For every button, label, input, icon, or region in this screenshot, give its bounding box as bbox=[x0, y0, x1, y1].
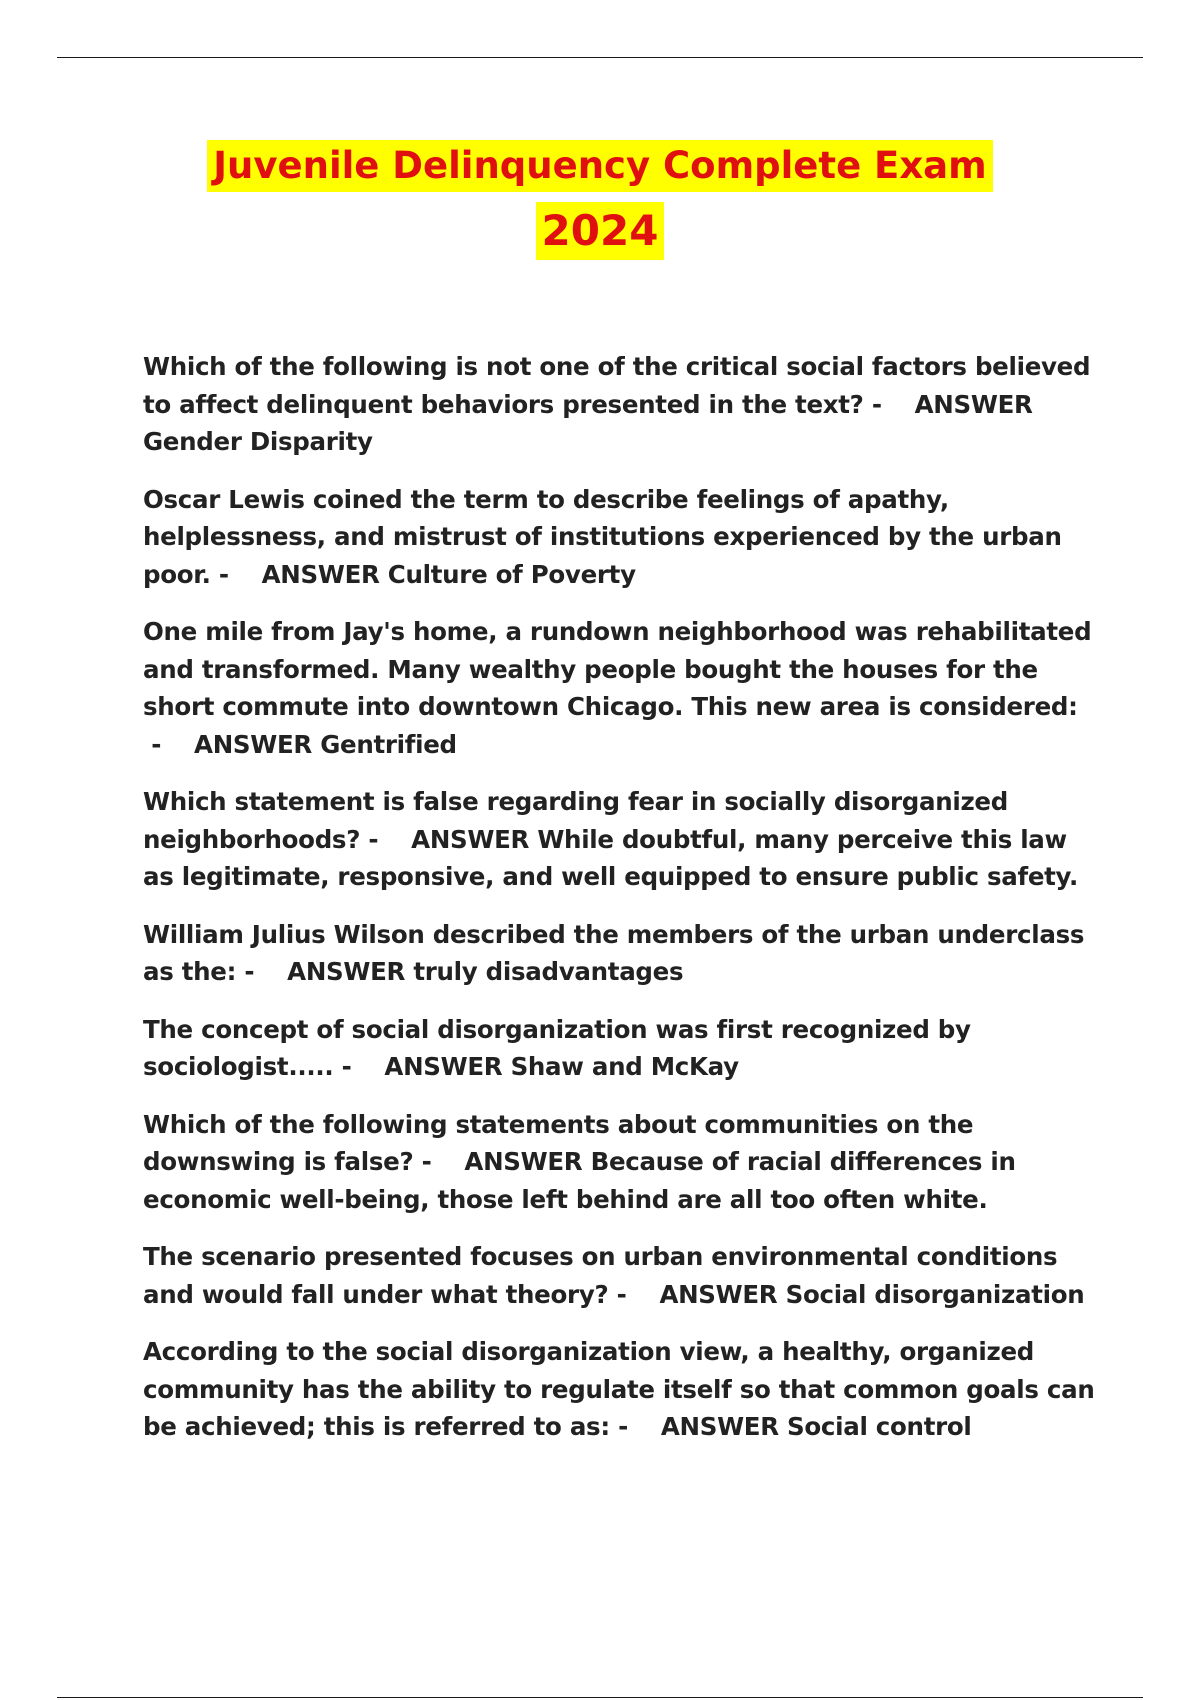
answer-text: ANSWER Gentrified bbox=[194, 729, 457, 759]
qa-item bbox=[143, 1238, 1103, 1313]
qa-item bbox=[143, 783, 1103, 896]
question-text: Which of the following statements about communities on the downswing is false? bbox=[143, 1109, 974, 1176]
separator: - bbox=[236, 957, 288, 986]
answer-text: ANSWER Culture of Poverty bbox=[261, 559, 636, 589]
qa-item bbox=[143, 348, 1103, 461]
question-text: Which of the following is not one of the critical social factors believed to affect delinquent behaviors presented in the text? bbox=[143, 352, 1091, 419]
answer-text: ANSWER Shaw and McKay bbox=[384, 1052, 739, 1081]
answer-text: ANSWER While doubtful, many perceive this law as legitimate, responsive, and well equipped to ensure public safety. bbox=[143, 824, 1078, 891]
answer-text: ANSWER Social disorganization bbox=[659, 1279, 1085, 1309]
question-text: According to the social disorganization view, a healthy, organized community has the ability to regulate itself so that common goals can be achieved; this is referred to as: bbox=[143, 1337, 1095, 1441]
document-title bbox=[0, 140, 1200, 260]
separator: - bbox=[609, 1412, 661, 1441]
qa-item bbox=[143, 481, 1103, 594]
separator: - bbox=[360, 824, 412, 854]
separator: - bbox=[863, 389, 915, 419]
qa-item bbox=[143, 916, 1103, 991]
qa-item bbox=[143, 1011, 1103, 1086]
bottom-rule bbox=[57, 1697, 1143, 1698]
qa-item bbox=[143, 1106, 1103, 1219]
question-text: One mile from Jay's home, a rundown neighborhood was rehabilitated and transformed. Many wealthy people bought the houses for the short commute into downtown Chicago. This new area is considered: bbox=[143, 617, 1092, 721]
question-text: The scenario presented focuses on urban environmental conditions and would fall under what theory? bbox=[143, 1242, 1058, 1309]
question-text: Oscar Lewis coined the term to describe feelings of apathy, helplessness, and mistrust of institutions experienced by the urban poor. bbox=[143, 484, 1062, 589]
question-text: William Julius Wilson described the members of the urban underclass as the: bbox=[143, 919, 1085, 986]
qa-item bbox=[143, 1333, 1103, 1446]
question-answer-list bbox=[143, 348, 1103, 1466]
separator: - bbox=[413, 1147, 465, 1176]
title-line-2: 2024 bbox=[536, 202, 665, 260]
separator: - bbox=[210, 559, 262, 589]
separator: - bbox=[143, 729, 195, 759]
answer-text: ANSWER truly disadvantages bbox=[287, 957, 684, 986]
answer-text: ANSWER Social control bbox=[660, 1412, 972, 1441]
title-line-1: Juvenile Delinquency Complete Exam bbox=[207, 140, 992, 192]
qa-item bbox=[143, 613, 1103, 763]
separator: - bbox=[333, 1052, 385, 1081]
answer-text: ANSWER Because of racial differences in economic well-being, those left behind are all too often white. bbox=[143, 1147, 1016, 1214]
question-text: The concept of social disorganization was first recognized by sociologist..... bbox=[143, 1014, 971, 1081]
answer-text: ANSWER Gender Disparity bbox=[143, 389, 1033, 456]
question-text: Which statement is false regarding fear in socially disorganized neighborhoods? bbox=[143, 787, 1008, 854]
separator: - bbox=[608, 1279, 660, 1309]
top-rule bbox=[57, 57, 1143, 58]
